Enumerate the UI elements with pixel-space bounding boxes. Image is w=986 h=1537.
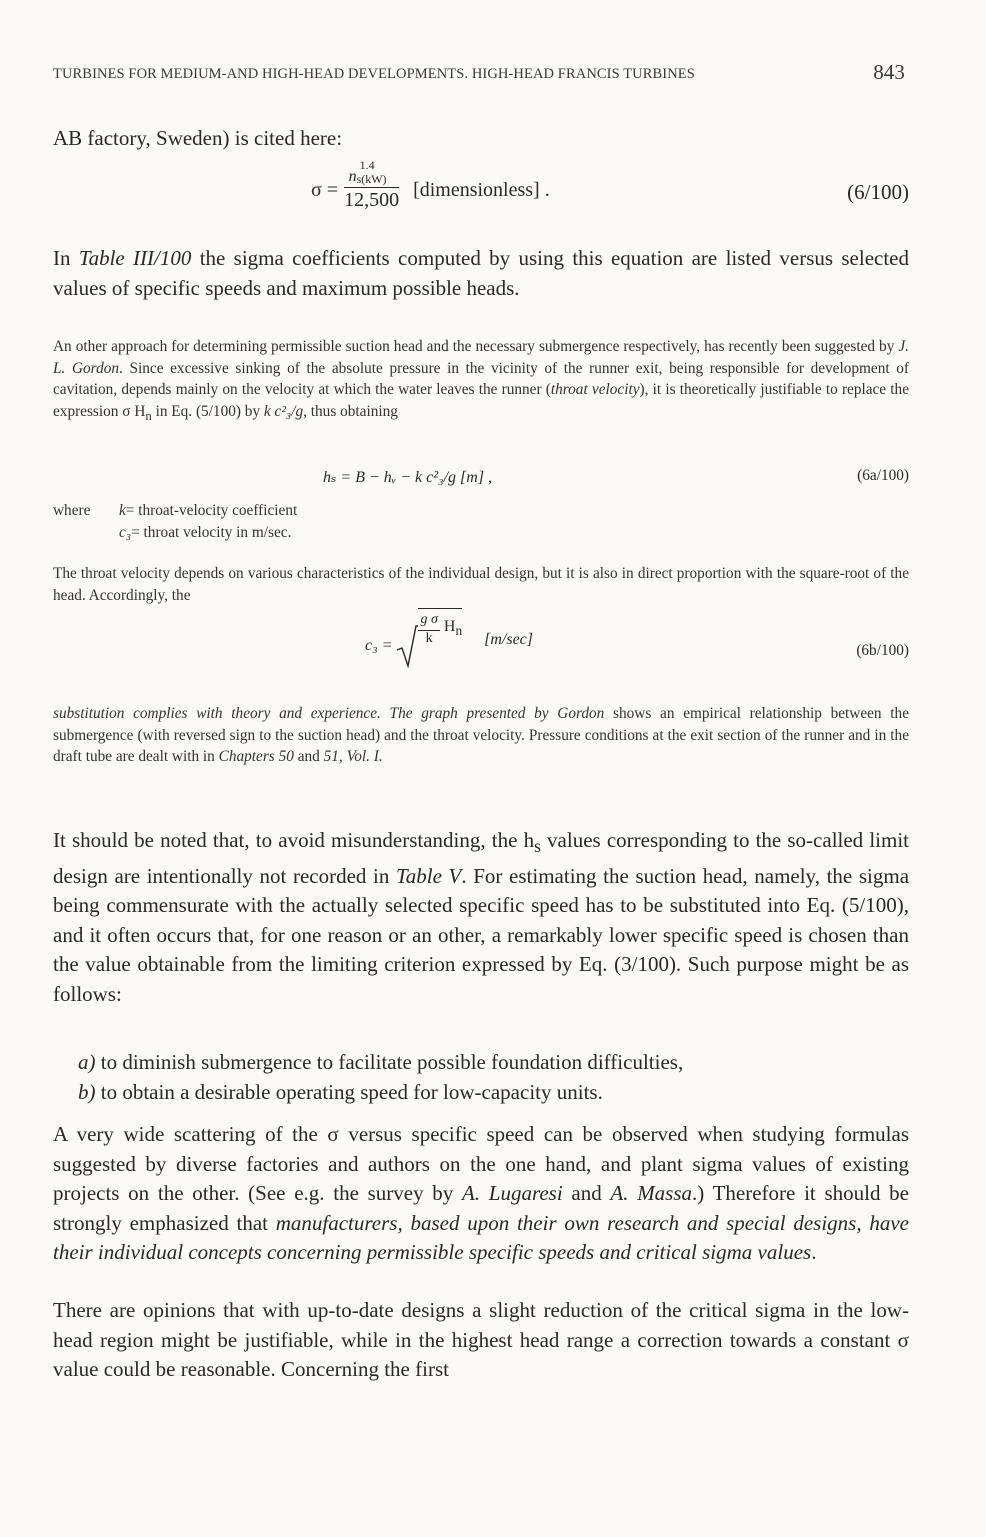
subscript: s <box>534 836 541 857</box>
paragraph-throat-velocity: The throat velocity depends on various characteristics of the individual design, but it is also in direct proportion with the square-root of the head. Accordingly, the <box>53 565 909 604</box>
definition: = throat-velocity coefficient <box>125 502 298 519</box>
list-item <box>78 1077 683 1107</box>
eq-6b-100-denominator: k <box>425 630 433 646</box>
spacer <box>53 522 119 544</box>
table-reference: Table III/100 <box>78 246 192 270</box>
eq-6-100-denominator: 12,500 <box>344 189 400 211</box>
intro-line: AB factory, Sweden) is cited here: <box>53 126 343 150</box>
eq-6-100-sup: 1.4 <box>359 158 375 172</box>
text-run: .) Therefore it should be strongly emphasized that <box>53 1181 909 1235</box>
text-run: ), it is theoretically justifiable to replace the expression σ H <box>53 381 909 420</box>
eq-6-100-lhs: σ = <box>311 178 339 201</box>
chapter-reference: 51, Vol. I. <box>323 748 383 766</box>
author-name: A. Lugaresi <box>461 1181 563 1205</box>
purpose-list <box>78 1047 683 1107</box>
page-number: 843 <box>873 60 905 84</box>
text-run: in Eq. (5/100) by <box>151 402 264 420</box>
where-definitions <box>53 500 297 543</box>
paragraph-limit-design <box>53 826 909 1009</box>
running-title: TURBINES FOR MEDIUM-AND HIGH-HEAD DEVELOPMENTS. HIGH-HEAD FRANCIS TURBINES <box>53 66 695 82</box>
paragraph-scattering <box>53 1120 909 1268</box>
head-symbol: H <box>443 617 456 635</box>
text-run: . For estimating the suction head, namely, the sigma being commensurate with the actually selected specific speed has to be substituted into Eq. (5/100), and it often occurs that, for one reason or an other, a remarkably lower specific speed is chosen than the value obtainable from the limiting criterion expressed by Eq. (3/100). Such purpose might be as follows: <box>53 863 910 1006</box>
text-run: It should be noted that, to avoid misunderstanding, the h <box>53 828 535 852</box>
text-run: In <box>53 246 79 270</box>
eq-6a-100-number: (6a/100) <box>857 467 909 484</box>
eq-6b-100-head <box>444 618 462 639</box>
text-run: shows an empirical relationship between the submergence (with reversed sign to the suction head) and the throat velocity. Pressure conditions at the exit section of the runner and in the draft tube are dealt with in <box>53 705 909 766</box>
equation-6-100 <box>53 158 909 228</box>
text-run: values corresponding to the so-called limit design are intentionally not recorded in <box>53 828 910 888</box>
symbol: k <box>119 502 126 519</box>
list-text: to diminish submergence to facilitate possible foundation difficulties, <box>95 1050 684 1074</box>
eq-6-100-unit: [dimensionless] . <box>413 178 550 201</box>
text-run: . Since excessive sinking of the absolute pressure in the vicinity of the runner exit, being responsible for development of cavitation, depends mainly on the velocity at which the water leaves the runner ( <box>53 359 909 399</box>
definition-row <box>53 500 297 522</box>
equation-6b-100 <box>53 611 909 682</box>
text-run: , thus obtaining <box>303 402 398 420</box>
paragraph-substitution <box>53 703 909 768</box>
square-root-icon <box>396 624 418 668</box>
text-run: the sigma coefficients computed by using this equation are listed versus selected values of specific speeds and maximum possible heads. <box>53 246 909 300</box>
text-run: . <box>811 1240 817 1264</box>
eq-6b-100-unit: [m/sec] <box>484 631 533 648</box>
eq-6b-100-lhs: c₃ = <box>365 637 393 654</box>
text-run: and <box>293 748 324 766</box>
list-text: to obtain a desirable operating speed for low-capacity units. <box>95 1080 603 1104</box>
text-run: An other approach for determining permissible suction head and the necessary submergence respectively, has recently been suggested by <box>53 338 899 355</box>
emphasis: manufacturers, based upon their own research and special designs, have their individual concepts concerning permissible specific speeds and critical sigma values <box>53 1210 909 1264</box>
text-run: A very wide scattering of the σ versus specific speed can be observed when studying formulas suggested by diverse factories and authors on the one hand, and plant sigma values of existing projects on the other. (See e.g. the survey by <box>53 1122 909 1205</box>
list-marker: a) <box>78 1050 96 1074</box>
eq-6-100-fraction <box>344 158 400 212</box>
where-label: where <box>53 502 91 519</box>
author-name: A. Massa <box>610 1181 693 1205</box>
expression: k c²₃/g <box>263 402 304 420</box>
eq-6-100-number: (6/100) <box>847 180 909 204</box>
text-run-italic: substitution complies with theory and experience. The graph presented by <box>53 705 558 722</box>
eq-6b-100-number: (6b/100) <box>856 642 909 659</box>
term-emphasis: throat velocity <box>550 381 640 399</box>
equation-6a-100 <box>53 467 909 491</box>
definition-row <box>53 522 297 544</box>
radicand <box>418 608 462 647</box>
subscript: n <box>145 408 152 423</box>
running-head <box>53 60 905 84</box>
author-name: Gordon <box>557 705 605 722</box>
chapter-reference: Chapters 50 <box>218 748 294 766</box>
paragraph-gordon-approach <box>53 336 909 427</box>
author-name: J. L. Gordon <box>53 338 909 377</box>
subscript: n <box>455 623 463 639</box>
paragraph-table-iii <box>53 244 909 303</box>
eq-6-100-sub: s(kW) <box>356 172 387 186</box>
definition: = throat velocity in m/sec. <box>131 523 292 541</box>
table-reference: Table V <box>396 863 462 888</box>
eq-6b-100-numerator: g σ <box>418 611 439 631</box>
list-item <box>78 1047 683 1077</box>
text-run: and <box>562 1181 611 1205</box>
list-marker: b) <box>78 1080 96 1104</box>
symbol: c₃ <box>119 523 132 541</box>
paragraph-opinions: There are opinions that with up-to-date designs a slight reduction of the critical sigma in the low-head region might be justifiable, while in the highest head range a correction towards a constant σ value could be reasonable. Concerning the first <box>53 1298 909 1381</box>
eq-6a-100-body: hₛ = B − hᵥ − k c²₃/g [m] , <box>323 469 493 486</box>
eq-6-100-numerator: n <box>348 168 357 185</box>
